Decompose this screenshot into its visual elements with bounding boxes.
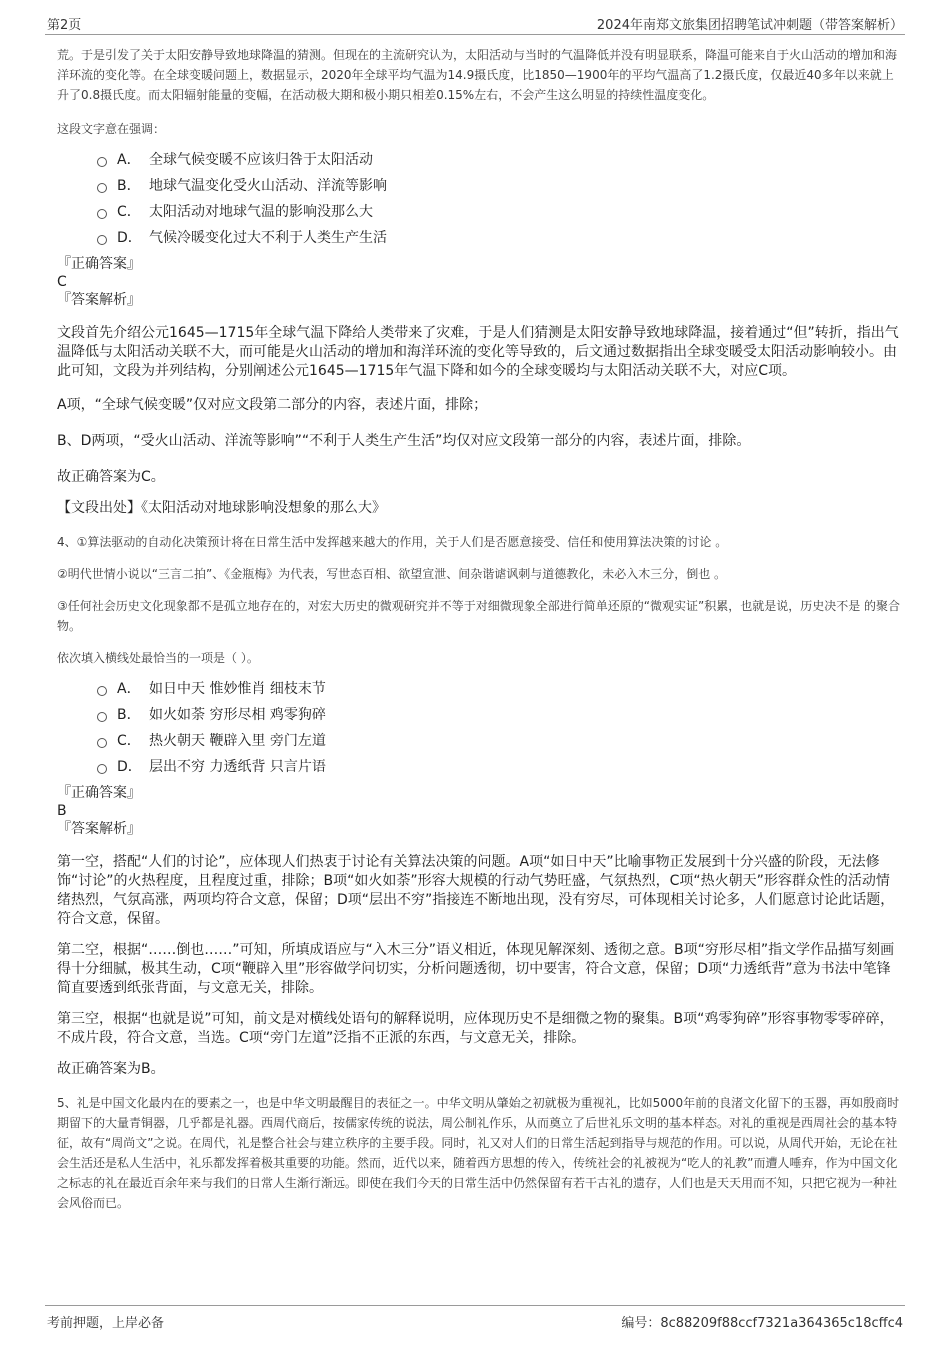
q3-analysis-p4: 故正确答案为C。 [57, 469, 165, 485]
q4-analysis-label: 『答案解析』 [57, 821, 141, 837]
q4-option-a[interactable] [97, 676, 902, 702]
radio-button[interactable] [97, 235, 107, 245]
document-body [57, 45, 902, 1213]
option-text: 太阳活动对地球气温的影响没那么大 [149, 204, 373, 220]
q4-analysis-p4: 故正确答案为B。 [57, 1061, 165, 1077]
radio-button[interactable] [97, 738, 107, 748]
q5-passage: 5、礼是中国文化最内在的要素之一，也是中华文明最醒目的表征之一。中华文明从肇始之初就极为重视礼，比如5000年前的良渚文化留下的玉器，再如殷商时期留下的大量青铜器，几乎都是礼器。西周代商后，按儒家传统的说法，周公制礼作乐，从而奠立了后世礼乐文明的基本样态。对礼的重视是西周社会的基本特征，故有“周尚文”之说。在周代，礼是整合社会与建立秩序的主要手段。同时，礼又对人们的日常生活起到指导与规范的作用。可以说，从周代开始，无论在社会生活还是私人生活中，礼乐都发挥着极其重要的功能。然而，近代以来，随着西方思想的传入，传统社会的礼被视为“吃人的礼教”而遭人唾弃，作为中国文化之标志的礼在最近百余年来与我们的日常人生渐行渐远。即使在我们今天的日常生活中仍然保留有若干古礼的遗存，人们也是天天用而不知，只把它视为一种社会风俗而已。 [57, 1096, 900, 1210]
document-id: 编号：8c88209f88ccf7321a364365c18cffc4 [621, 1316, 903, 1331]
option-letter: C． [117, 204, 141, 220]
q4-option-b[interactable] [97, 702, 902, 728]
page-footer [45, 1305, 905, 1330]
q3-source: 【文段出处】《太阳活动对地球影响没想象的那么大》 [57, 500, 386, 516]
option-letter: C． [117, 733, 141, 749]
footer-slogan: 考前押题，上岸必备 [47, 1316, 165, 1331]
option-text: 地球气温变化受火山活动、洋流等影响 [149, 178, 387, 194]
q4-sentence-1: 4、①算法驱动的自动化决策预计将在日常生活中发挥越来越大的作用，关于人们是否愿意接受、信任和使用算法决策的讨论 。 [57, 535, 728, 549]
q4-analysis-p2: 第二空，根据“……倒也……”可知，所填成语应与“入木三分”语义相近，体现见解深刻、透彻之意。B项“穷形尽相”指文学作品描写刻画得十分细腻，极其生动，C项“鞭辟入里”形容做学问切实，分析问题透彻，切中要害，符合文意，保留；D项“力透纸背”意为书法中笔锋简直要透到纸张背面，与文意无关，排除。 [57, 942, 895, 996]
q4-options [97, 676, 902, 780]
document-title: 2024年南郑文旅集团招聘笔试冲刺题（带答案解析） [596, 18, 903, 33]
page-number: 第2页 [47, 18, 82, 33]
q4-answer-label: 『正确答案』 [57, 785, 141, 801]
q3-analysis-p1: 文段首先介绍公元1645—1715年全球气温下降给人类带来了灾难，于是人们猜测是太阳安静导致地球降温，接着通过“但”转折，指出气温降低与太阳活动关联不大，而可能是火山活动的增加和海洋环流的变化等导致的，后文通过数据指出全球变暖受太阳活动影响较小。由此可知，文段为并列结构，分别阐述公元1645—1715年气温下降和如今的全球变暖均与太阳活动关联不大，对应C项。 [57, 325, 899, 379]
q3-option-b[interactable] [97, 173, 902, 199]
option-letter: B． [117, 707, 141, 723]
q3-analysis-label: 『答案解析』 [57, 292, 141, 308]
q3-answer-label: 『正确答案』 [57, 256, 141, 272]
q3-option-a[interactable] [97, 147, 902, 173]
option-letter: B． [117, 178, 141, 194]
option-text: 层出不穷 力透纸背 只言片语 [149, 759, 326, 775]
q4-answer: B [57, 803, 67, 819]
page-header [45, 12, 905, 35]
option-letter: D． [117, 759, 142, 775]
radio-button[interactable] [97, 712, 107, 722]
radio-button[interactable] [97, 183, 107, 193]
q4-analysis-p1: 第一空，搭配“人们的讨论”，应体现人们热衷于讨论有关算法决策的问题。A项“如日中天”比喻事物正发展到十分兴盛的阶段，无法修饰“讨论”的火热程度，且程度过重，排除；B项“如火如荼”形容大规模的行动气势旺盛，气氛热烈，C项“热火朝天”形容群众性的活动情绪热烈，气氛高涨，两项均符合文意，保留；D项“层出不穷”指接连不断地出现，没有穷尽，可体现相关讨论多，人们愿意讨论此话题，符合文意，保留。 [57, 854, 895, 927]
option-letter: A． [117, 681, 141, 697]
q4-option-d[interactable] [97, 754, 902, 780]
q3-analysis-p3: B、D两项，“受火山活动、洋流等影响”“不利于人类生产生活”均仅对应文段第一部分的内容，表述片面，排除。 [57, 433, 751, 449]
option-text: 如火如荼 穷形尽相 鸡零狗碎 [149, 707, 326, 723]
radio-button[interactable] [97, 209, 107, 219]
q3-passage: 荒。于是引发了关于太阳安静导致地球降温的猜测。但现在的主流研究认为，太阳活动与当时的气温降低并没有明显联系，降温可能来自于火山活动的增加和海洋环流的变化等。在全球变暖问题上，数据显示，2020年全球平均气温为14.9摄氏度，比1850—1900年的平均气温高了1.2摄氏度，仅最近40多年以来就上升了0.8摄氏度。而太阳辐射能量的变幅，在活动极大期和极小期只相差0.15%左右，不会产生这么明显的持续性温度变化。 [57, 48, 898, 102]
q4-sentence-2: ②明代世情小说以“三言二拍”、《金瓶梅》为代表，写世态百相、欲望宣泄、间杂谐谑讽刺与道德教化，未必入木三分，倒也 。 [57, 567, 727, 581]
radio-button[interactable] [97, 686, 107, 696]
q3-answer: C [57, 274, 67, 290]
option-text: 全球气候变暖不应该归咎于太阳活动 [149, 152, 373, 168]
q4-sentence-3: ③任何社会历史文化现象都不是孤立地存在的，对宏大历史的微观研究并不等于对细微现象全部进行简单还原的“微观实证”积累，也就是说，历史决不是 的聚合物。 [57, 599, 901, 633]
option-letter: D． [117, 230, 142, 246]
q4-analysis-p3: 第三空，根据“也就是说”可知，前文是对横线处语句的解释说明，应体现历史不是细微之物的聚集。B项“鸡零狗碎”形容事物零零碎碎，不成片段，符合文意，当选。C项“旁门左道”泛指不正派的东西，与文意无关，排除。 [57, 1011, 894, 1046]
q4-option-c[interactable] [97, 728, 902, 754]
option-text: 如日中天 惟妙惟肖 细枝末节 [149, 681, 326, 697]
option-text: 热火朝天 鞭辟入里 旁门左道 [149, 733, 326, 749]
q3-option-c[interactable] [97, 199, 902, 225]
q4-stem: 依次填入横线处最恰当的一项是（ ）。 [57, 651, 259, 665]
q3-options [97, 147, 902, 251]
q3-stem: 这段文字意在强调： [57, 122, 166, 136]
option-letter: A． [117, 152, 141, 168]
q3-option-d[interactable] [97, 225, 902, 251]
radio-button[interactable] [97, 764, 107, 774]
option-text: 气候冷暖变化过大不利于人类生产生活 [149, 230, 387, 246]
q3-analysis-p2: A项，“全球气候变暖”仅对应文段第二部分的内容，表述片面，排除； [57, 397, 488, 413]
radio-button[interactable] [97, 157, 107, 167]
